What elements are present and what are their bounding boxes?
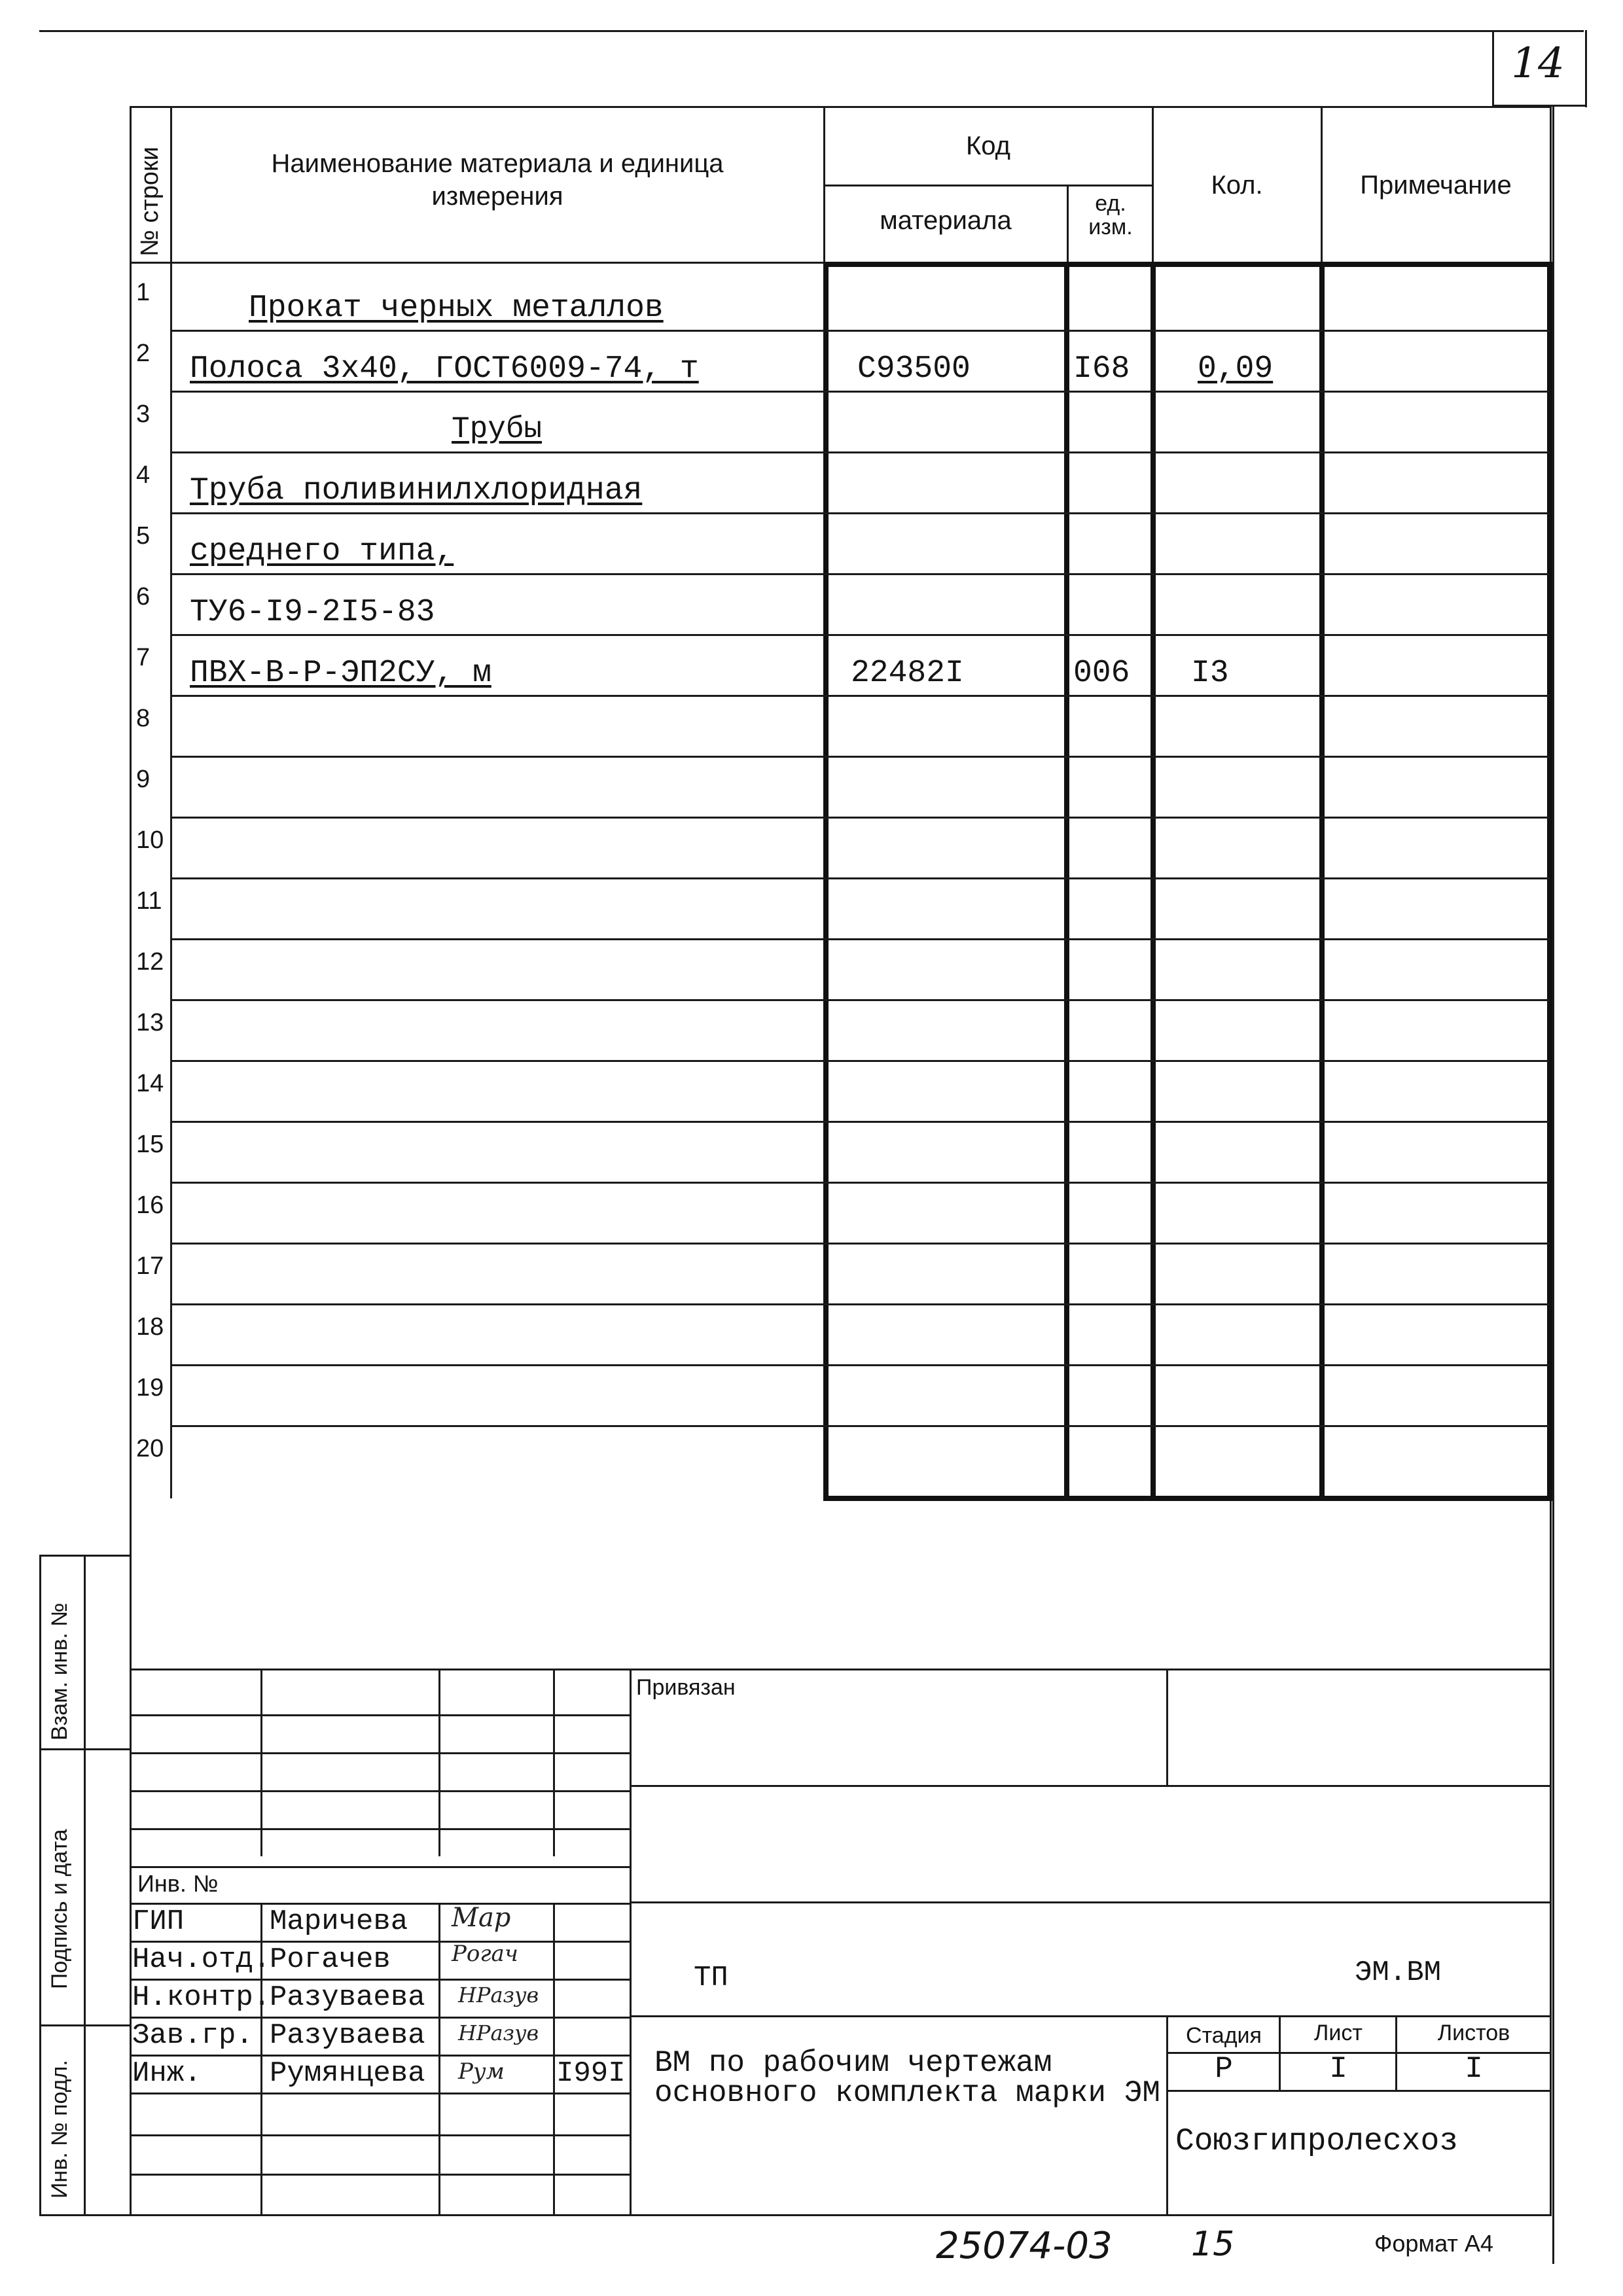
tb-privyazan-sep	[1166, 1669, 1168, 1786]
side-strip-sep2	[39, 2024, 132, 2026]
sheet-box-right	[1585, 30, 1587, 107]
privyazan-label: Привязан	[636, 1675, 736, 1700]
staff-name: Рогачев	[270, 1943, 391, 1976]
sheets-value: I	[1465, 2052, 1483, 2086]
side-label-replacement-inv: Взам. инв. №	[47, 1602, 72, 1740]
side-strip-sep1	[39, 1748, 132, 1750]
header-quantity: Кол.	[1211, 171, 1263, 200]
header-row-number: № строки	[136, 147, 164, 256]
row-number: 11	[136, 887, 162, 915]
project-type: ТП	[694, 1962, 728, 1994]
document-title: ВМ по рабочим чертежам основного комплекта марки ЭМ	[654, 2046, 1160, 2110]
row-number: 15	[136, 1131, 164, 1158]
stage-value: Р	[1215, 2052, 1233, 2086]
tb-stage-bottom	[1166, 2090, 1552, 2092]
data-box-left	[823, 262, 829, 1501]
row-number: 19	[136, 1374, 164, 1402]
staff-name: Румянцева	[270, 2057, 425, 2090]
doc-number: 25074-03	[936, 2225, 1113, 2267]
staff-role: Нач.отд.	[132, 1943, 271, 1976]
side-label-signature-date: Подпись и дата	[47, 1829, 72, 1989]
staff-signature: Рогач	[452, 1941, 518, 1967]
sheet-mark: 14	[1511, 39, 1565, 88]
row-number: 20	[136, 1435, 164, 1462]
staff-signature: НРазув	[458, 1983, 539, 2007]
row-number: 18	[136, 1313, 164, 1341]
row-name: среднего типа,	[190, 534, 454, 569]
tb-left-row5	[130, 1866, 631, 1868]
row-number: 3	[136, 400, 151, 428]
col-sep-code-unit	[1067, 186, 1069, 262]
tb-left-row2	[130, 1752, 631, 1754]
row-number: 1	[136, 279, 151, 306]
data-box-right	[1547, 262, 1552, 1501]
tb-left-row4	[130, 1828, 631, 1830]
row-number: 17	[136, 1252, 164, 1280]
staff-signature: НРазув	[458, 2021, 539, 2045]
row-number: 12	[136, 948, 164, 976]
row-quantity: I3	[1191, 656, 1229, 691]
sheet-value: I	[1329, 2052, 1347, 2086]
staff-name: Маричева	[270, 1905, 408, 1938]
data-box-note-left	[1319, 262, 1325, 1501]
row-number: 6	[136, 583, 151, 610]
row-unit-code: I68	[1073, 351, 1130, 387]
staff-role: Инж.	[132, 2057, 202, 2090]
stage-label: Стадия	[1186, 2023, 1262, 2048]
document-code: ЭМ.ВМ	[1355, 1956, 1442, 1989]
row-name: Труба поливинилхлоридная	[190, 473, 643, 508]
tb-staff-row5	[130, 2093, 631, 2094]
sheet-label: Лист	[1314, 2021, 1363, 2045]
header-material-name: Наименование материала и единица измерения	[271, 149, 724, 211]
header-unit-code: ед. изм.	[1088, 191, 1133, 239]
staff-role: Н.контр.	[132, 1981, 271, 2014]
sheets-label: Листов	[1437, 2021, 1510, 2045]
tb-staff-row6	[130, 2134, 631, 2136]
tb-left-row6	[130, 1903, 631, 1905]
row-unit-code: 006	[1073, 656, 1130, 691]
row-number: 4	[136, 461, 151, 489]
tb-staff-row4	[130, 2055, 631, 2057]
row-number: 14	[136, 1070, 164, 1097]
sheet-box-left	[1492, 30, 1494, 107]
side-label-original-inv: Инв. № подл.	[47, 2060, 72, 2199]
row-number: 2	[136, 340, 151, 367]
row-material-code: С93500	[857, 351, 971, 387]
staff-name: Разуваева	[270, 1981, 425, 2014]
staff-date: I99I	[556, 2057, 626, 2090]
page-number: 15	[1191, 2225, 1235, 2264]
tb-right-row3	[630, 2015, 1552, 2017]
table-bottom-line	[130, 2214, 1552, 2216]
col-sep-rownum	[170, 106, 172, 1498]
row-name: Полоса 3х40, ГОСТ6009-74, т	[190, 351, 699, 387]
tb-staff-row3	[130, 2017, 631, 2019]
tb-staff-row7	[130, 2174, 631, 2176]
tb-right-row1	[630, 1785, 1552, 1787]
format-label: Формат А4	[1374, 2230, 1493, 2257]
top-border-line	[39, 30, 1584, 32]
data-box-bottom	[823, 1496, 1551, 1501]
row-name: ТУ6-I9-2I5-83	[190, 595, 435, 630]
row-name: ПВХ-В-Р-ЭП2СУ, м	[190, 656, 491, 691]
tb-staff-col3	[553, 1903, 555, 2216]
staff-role: ГИП	[132, 1905, 185, 1938]
organization: Союзгипролесхоз	[1175, 2124, 1459, 2159]
header-code: Код	[965, 132, 1010, 160]
staff-signature: Рум	[458, 2058, 505, 2085]
tb-right-row2	[630, 1901, 1552, 1903]
side-strip-inner	[84, 1555, 86, 2216]
row-quantity: 0,09	[1198, 351, 1274, 387]
row-number: 10	[136, 826, 164, 854]
row-name: Прокат черных металлов	[249, 291, 664, 326]
side-strip-left	[39, 1555, 41, 2216]
tb-top	[130, 1669, 1552, 1670]
tb-left-row3	[130, 1790, 631, 1792]
inv-no-label: Инв. №	[137, 1870, 219, 1897]
tb-staff-row2	[130, 1979, 631, 1981]
row-name: Трубы	[452, 412, 543, 446]
code-sub-line	[823, 185, 1154, 186]
staff-name: Разуваева	[270, 2019, 425, 2052]
data-box-top	[823, 262, 1551, 267]
tb-staff-col2	[438, 1903, 440, 2216]
row-material-code: 22482I	[851, 656, 964, 691]
side-strip-bottom	[39, 2214, 132, 2216]
tb-staff-row1	[130, 1941, 631, 1943]
tb-stage-left	[1166, 2015, 1168, 2216]
row-number: 5	[136, 522, 151, 550]
row-number: 16	[136, 1192, 164, 1219]
staff-role: Зав.гр.	[132, 2019, 253, 2052]
header-material-code: материала	[880, 206, 1012, 235]
tb-left-row1	[130, 1714, 631, 1716]
row-number: 7	[136, 644, 151, 671]
data-box-unit-left	[1064, 262, 1069, 1501]
header-note: Примечание	[1360, 171, 1512, 200]
row-number: 8	[136, 705, 151, 732]
staff-signature: Мар	[452, 1903, 511, 1933]
row-number: 9	[136, 766, 151, 793]
table-top-line	[130, 106, 1552, 108]
data-box-qty-left	[1150, 262, 1156, 1501]
right-border-line	[1552, 105, 1554, 2264]
row-number: 13	[136, 1009, 164, 1036]
